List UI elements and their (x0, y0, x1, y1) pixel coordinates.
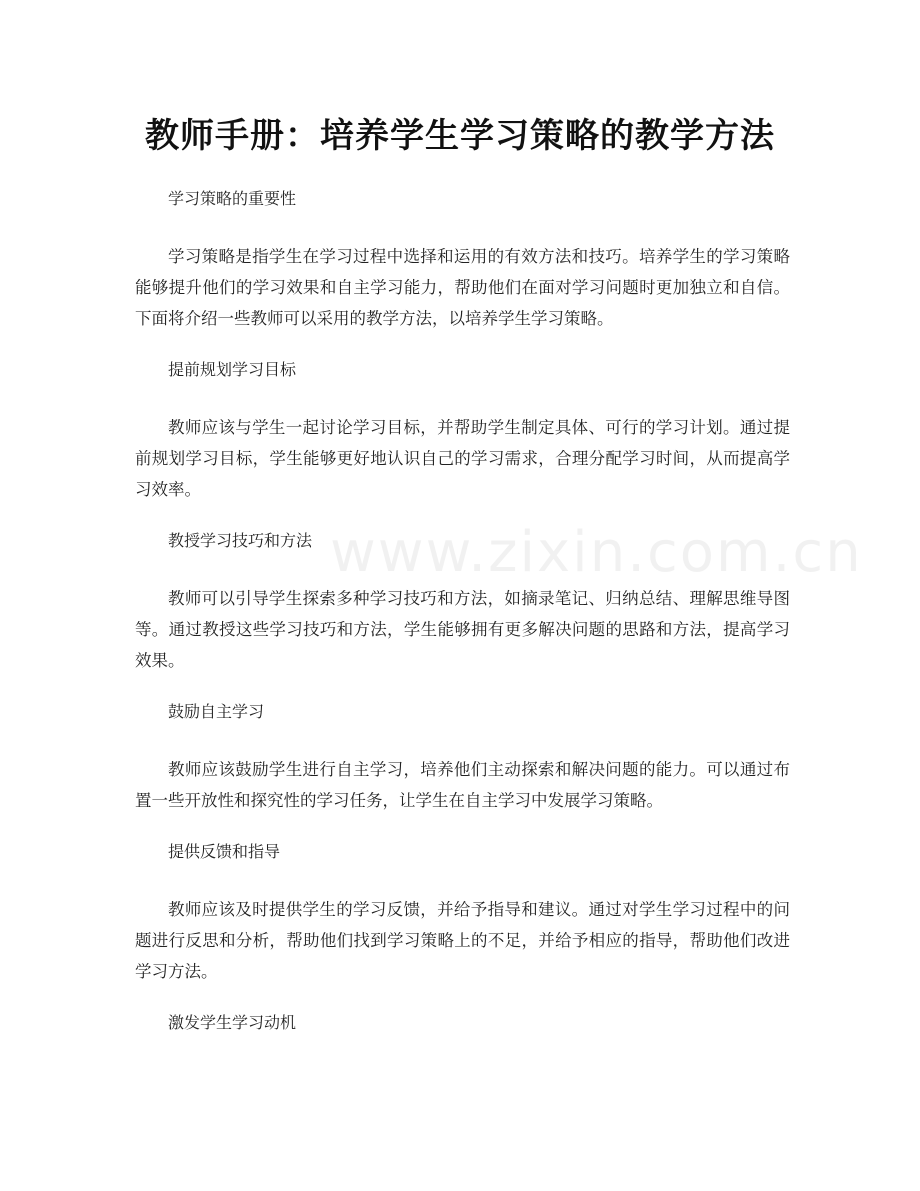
section-motivation (135, 1007, 790, 1039)
section-heading: 激发学生学习动机 (168, 1013, 297, 1032)
watermark: www.zixin.com.cn (330, 520, 863, 585)
section-self-learning (135, 696, 790, 836)
section-paragraph: 教师应该及时提供学生的学习反馈，并给予指导和建议。通过对学生学习过程中的问题进行反思和分析，帮助他们找到学习策略上的不足，并给予相应的指导，帮助他们改进学习方法。 (135, 900, 790, 981)
section-heading: 鼓励自主学习 (168, 702, 265, 721)
section-paragraph: 教师应该鼓励学生进行自主学习，培养他们主动探索和解决问题的能力。可以通过布置一些开放性和探究性的学习任务，让学生在自主学习中发展学习策略。 (135, 760, 790, 810)
section-techniques (135, 525, 790, 696)
section-planning (135, 354, 790, 525)
section-paragraph: 教师应该与学生一起讨论学习目标，并帮助学生制定具体、可行的学习计划。通过提前规划学习目标，学生能够更好地认识自己的学习需求，合理分配学习时间，从而提高学习效率。 (135, 418, 790, 499)
section-importance (135, 183, 790, 354)
section-heading: 提前规划学习目标 (168, 360, 297, 379)
document-title: 教师手册：培养学生学习策略的教学方法 (145, 116, 775, 156)
section-paragraph: 学习策略是指学生在学习过程中选择和运用的有效方法和技巧。培养学生的学习策略能够提升他们的学习效果和自主学习能力，帮助他们在面对学习问题时更加独立和自信。下面将介绍一些教师可以采用的教学方法，以培养学生学习策略。 (135, 247, 790, 328)
section-heading: 提供反馈和指导 (168, 842, 281, 861)
section-heading: 学习策略的重要性 (168, 189, 297, 208)
section-feedback (135, 836, 790, 1007)
section-paragraph: 教师可以引导学生探索多种学习技巧和方法，如摘录笔记、归纳总结、理解思维导图等。通过教授这些学习技巧和方法，学生能够拥有更多解决问题的思路和方法，提高学习效果。 (135, 589, 790, 670)
document-body (135, 183, 790, 1039)
section-heading: 教授学习技巧和方法 (168, 531, 313, 550)
